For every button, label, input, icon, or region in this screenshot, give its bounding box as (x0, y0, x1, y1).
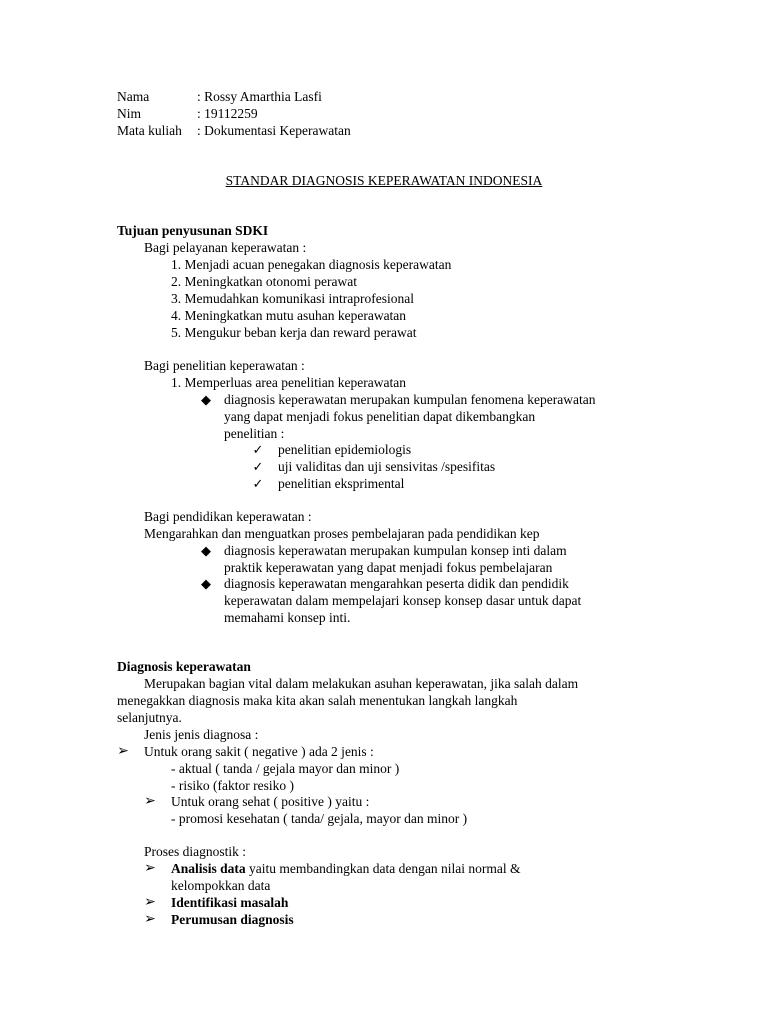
nama-value: : Rossy Amarthia Lasfi (197, 89, 322, 104)
pelayanan-item: 5. Mengukur beban kerja dan reward perawat (171, 325, 417, 340)
pelayanan-item: 1. Menjadi acuan penegakan diagnosis keperawatan (171, 257, 452, 272)
penelitian-check-item: penelitian epidemiologis (278, 442, 412, 457)
tujuan-heading: Tujuan penyusunan SDKI (117, 223, 269, 238)
nama-label: Nama (117, 89, 150, 104)
pendidikan-label: Bagi pendidikan keperawatan : (144, 509, 312, 524)
penelitian-bullet-line: penelitian : (224, 426, 285, 441)
document-title: STANDAR DIAGNOSIS KEPERAWATAN INDONESIA (225, 173, 543, 188)
pendidikan-bullet-line: diagnosis keperawatan mengarahkan peserta didik dan pendidik (224, 576, 569, 591)
pendidikan-bullet-line: praktik keperawatan yang dapat menjadi fokus pembelajaran (224, 560, 553, 575)
checkmark-icon: ✓ (252, 442, 264, 457)
pelayanan-item: 3. Memudahkan komunikasi intraprofesional (171, 291, 414, 306)
sakit-item: - aktual ( tanda / gejala mayor dan minor ) (171, 761, 400, 776)
sakit-item: - risiko (faktor resiko ) (171, 778, 294, 793)
penelitian-bullet-line: yang dapat menjadi fokus penelitian dapat dikembangkan (224, 409, 536, 424)
pelayanan-label: Bagi pelayanan keperawatan : (144, 240, 307, 255)
diagnosis-heading: Diagnosis keperawatan (117, 659, 251, 674)
penelitian-check-item: uji validitas dan uji sensivitas /spesifitas (278, 459, 496, 474)
penelitian-item: 1. Memperluas area penelitian keperawatan (171, 375, 407, 390)
arrow-bullet-icon: ➢ (144, 794, 156, 809)
proses-label: Proses diagnostik : (144, 844, 247, 859)
checkmark-icon: ✓ (252, 459, 264, 474)
arrow-bullet-icon: ➢ (144, 861, 156, 876)
diamond-bullet-icon: ◆ (201, 576, 211, 591)
proses-item-1 (171, 860, 520, 877)
diagnosis-paragraph-line: selanjutnya. (117, 710, 182, 725)
penelitian-bullet-line: diagnosis keperawatan merupakan kumpulan fenomena keperawatan (224, 392, 596, 407)
mata-kuliah-value: : Dokumentasi Keperawatan (197, 123, 351, 138)
diagnosis-paragraph-line: menegakkan diagnosis maka kita akan salah menentukan langkah langkah (117, 693, 518, 708)
sakit-line: Untuk orang sakit ( negative ) ada 2 jenis : (144, 744, 374, 759)
pelayanan-item: 4. Meningkatkan mutu asuhan keperawatan (171, 308, 407, 323)
nim-value: : 19112259 (197, 106, 258, 121)
proses-item-3: Perumusan diagnosis (171, 912, 294, 927)
penelitian-label: Bagi penelitian keperawatan : (144, 358, 305, 373)
jenis-label: Jenis jenis diagnosa : (144, 727, 259, 742)
proses-item-2: Identifikasi masalah (171, 895, 289, 910)
pendidikan-bullet-line: diagnosis keperawatan merupakan kumpulan konsep inti dalam (224, 543, 567, 558)
sehat-line: Untuk orang sehat ( positive ) yaitu : (171, 794, 370, 809)
checkmark-icon: ✓ (252, 476, 264, 491)
proses-item-1-line2: kelompokkan data (171, 878, 271, 893)
proses-item-1-rest: yaitu membandingkan data dengan nilai normal & (245, 861, 521, 876)
proses-item-1-bold: Analisis data (171, 861, 246, 876)
diamond-bullet-icon: ◆ (201, 543, 211, 558)
penelitian-check-item: penelitian eksprimental (278, 476, 405, 491)
sehat-item: - promosi kesehatan ( tanda/ gejala, mayor dan minor ) (171, 811, 468, 826)
arrow-bullet-icon: ➢ (117, 744, 129, 759)
mata-kuliah-label: Mata kuliah (117, 123, 182, 138)
pendidikan-bullet-line: memahami konsep inti. (224, 610, 351, 625)
arrow-bullet-icon: ➢ (144, 895, 156, 910)
diagnosis-paragraph-line: Merupakan bagian vital dalam melakukan asuhan keperawatan, jika salah dalam (144, 676, 579, 691)
diamond-bullet-icon: ◆ (201, 392, 211, 407)
arrow-bullet-icon: ➢ (144, 912, 156, 927)
pelayanan-item: 2. Meningkatkan otonomi perawat (171, 274, 357, 289)
nim-label: Nim (117, 106, 142, 121)
pendidikan-intro: Mengarahkan dan menguatkan proses pembelajaran pada pendidikan kep (144, 526, 540, 541)
pendidikan-bullet-line: keperawatan dalam mempelajari konsep konsep dasar untuk dapat (224, 593, 582, 608)
